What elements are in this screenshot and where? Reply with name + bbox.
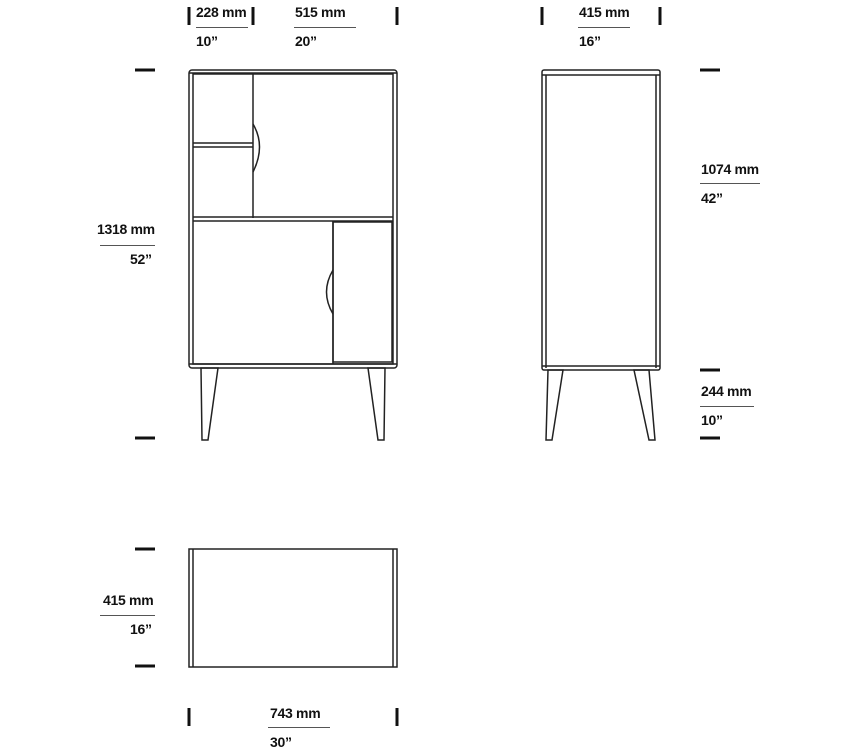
top-depth-inch: 16” xyxy=(130,621,152,637)
side-view xyxy=(542,70,660,440)
dimension-rule xyxy=(578,27,630,28)
front-left-leg xyxy=(201,368,218,440)
overall-width-mm: 743 mm xyxy=(270,705,321,721)
leg-height-inch: 10” xyxy=(701,412,723,428)
lower-door-handle xyxy=(327,270,334,314)
body-height-inch: 42” xyxy=(701,190,723,206)
upper-door-handle xyxy=(253,124,260,172)
side-depth-inch: 16” xyxy=(579,33,601,49)
shelf-width-mm: 228 mm xyxy=(196,4,247,20)
side-right-leg xyxy=(634,370,655,440)
side-cabinet-outline xyxy=(542,70,660,370)
side-left-leg xyxy=(546,370,563,440)
dimension-rule xyxy=(700,183,760,184)
door-width-inch: 20” xyxy=(295,33,317,49)
dimension-rule xyxy=(100,245,155,246)
overall-width-inch: 30” xyxy=(270,734,292,750)
door-width-mm: 515 mm xyxy=(295,4,346,20)
top-outline xyxy=(189,549,397,667)
front-view xyxy=(189,70,397,440)
total-height-inch: 52” xyxy=(130,251,152,267)
front-right-leg xyxy=(368,368,385,440)
dimension-rule xyxy=(100,615,155,616)
shelf-width-inch: 10” xyxy=(196,33,218,49)
total-height-mm: 1318 mm xyxy=(97,221,155,237)
front-cabinet-outline xyxy=(189,70,397,368)
front-cabinet-inner xyxy=(193,74,393,364)
top-view xyxy=(189,549,397,667)
dimension-rule xyxy=(268,727,330,728)
dimension-rule xyxy=(700,406,754,407)
top-depth-mm: 415 mm xyxy=(103,592,154,608)
leg-height-mm: 244 mm xyxy=(701,383,752,399)
dimension-rule xyxy=(294,27,356,28)
dimension-rule xyxy=(196,27,248,28)
side-depth-mm: 415 mm xyxy=(579,4,630,20)
body-height-mm: 1074 mm xyxy=(701,161,759,177)
